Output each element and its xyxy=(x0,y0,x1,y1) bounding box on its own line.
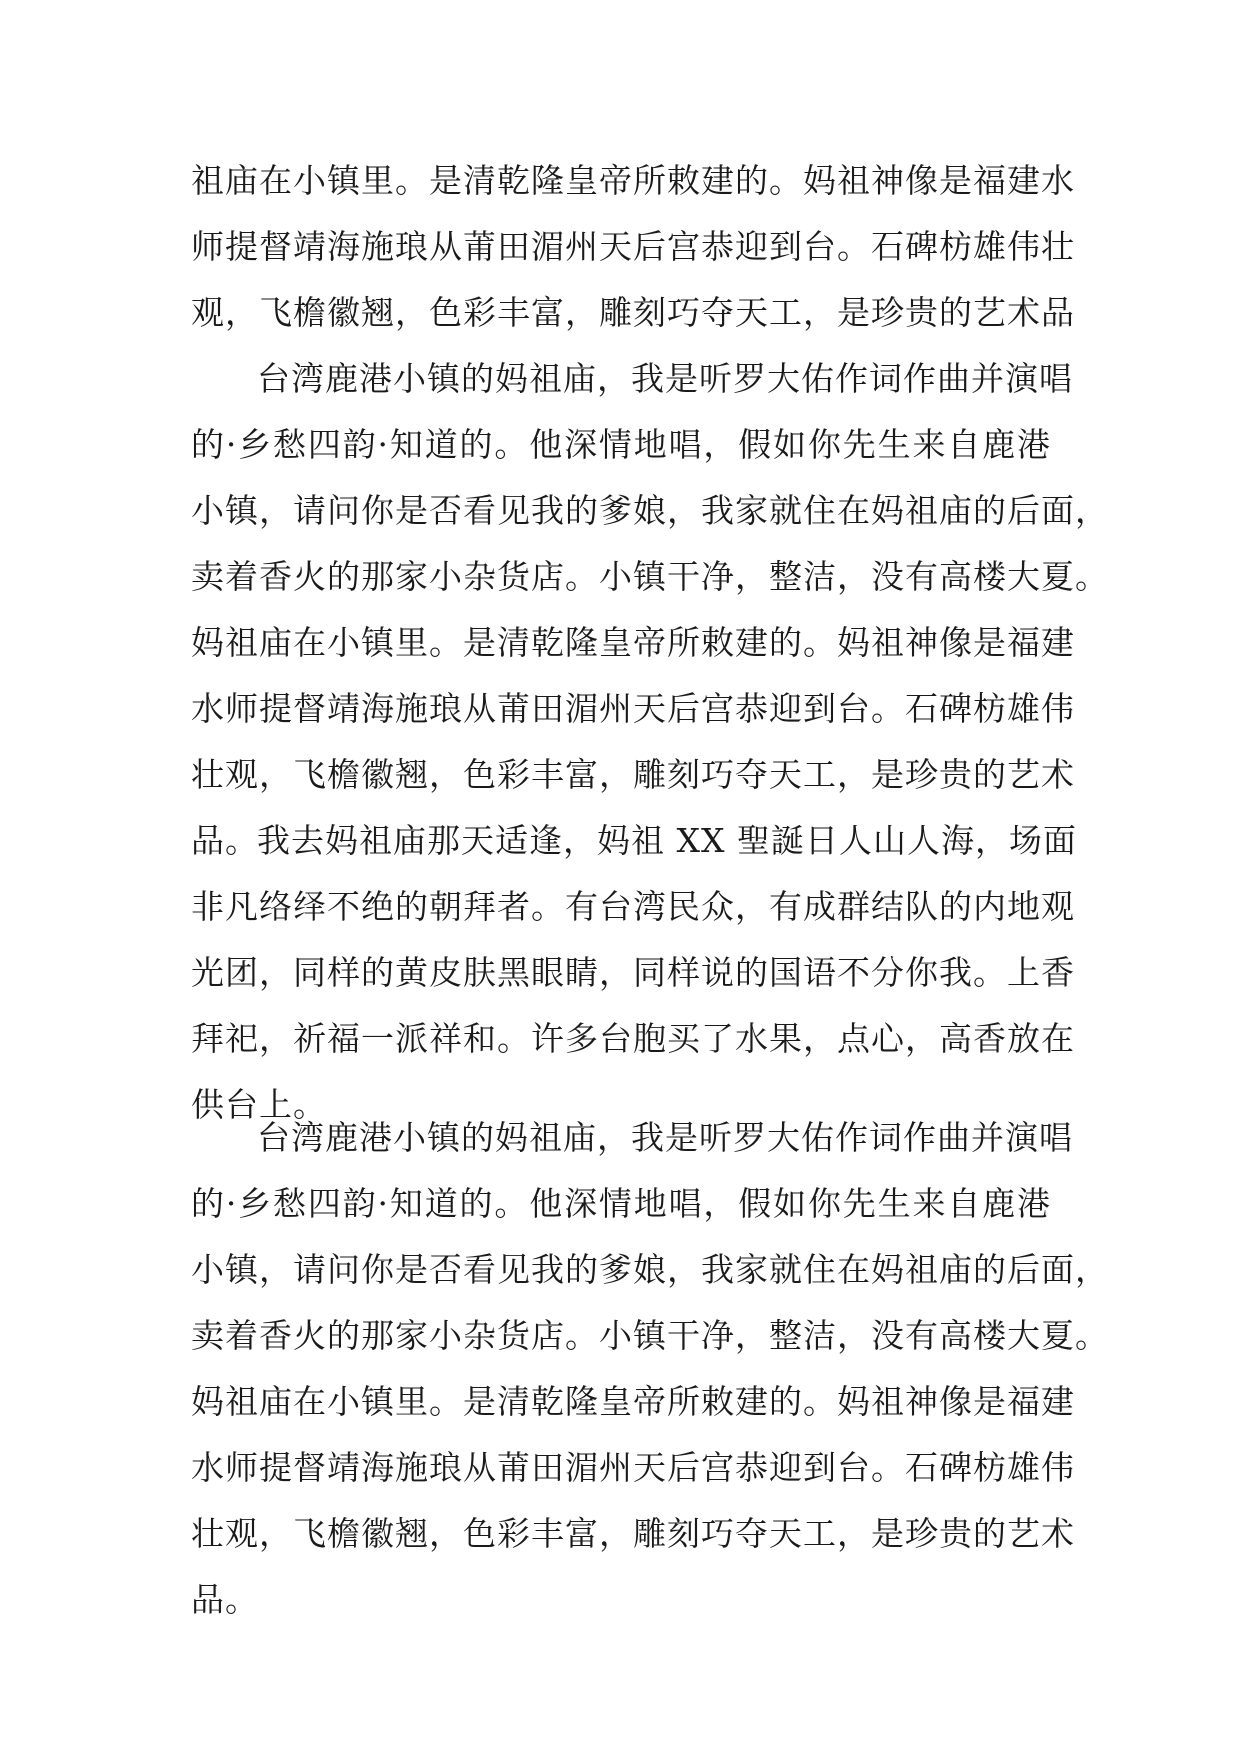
paragraph-2 xyxy=(191,346,1109,874)
paragraph-line: 妈祖庙在小镇里。是清乾隆皇帝所敕建的。妈祖神像是福建 xyxy=(191,623,1075,662)
paragraph-line: 祖庙在小镇里。是清乾隆皇帝所敕建的。妈祖神像是福建水 xyxy=(191,161,1075,200)
paragraph-line: 供台上。 xyxy=(191,1085,327,1124)
paragraph-line: 小镇，请问你是否看见我的爹娘，我家就住在妈祖庙的后面， xyxy=(191,1250,1109,1289)
paragraph-4 xyxy=(191,1105,1109,1633)
paragraph-line: 观，飞檐徽翘，色彩丰富，雕刻巧夺天工，是珍贵的艺术品 xyxy=(191,293,1075,332)
paragraph-line: 妈祖庙在小镇里。是清乾隆皇帝所敕建的。妈祖神像是福建 xyxy=(191,1382,1075,1421)
paragraph-line: 壮观，飞檐徽翘，色彩丰富，雕刻巧夺天工，是珍贵的艺术 xyxy=(191,755,1075,794)
paragraph-line: 水师提督靖海施琅从莆田湄州天后宫恭迎到台。石碑枋雄伟 xyxy=(191,689,1075,728)
paragraph-line: 水师提督靖海施琅从莆田湄州天后宫恭迎到台。石碑枋雄伟 xyxy=(191,1448,1075,1487)
paragraph-line: 卖着香火的那家小杂货店。小镇干净，整洁，没有高楼大夏。 xyxy=(191,1316,1109,1355)
paragraph-line: 的·乡愁四韵·知道的。他深情地唱，假如你先生来自鹿港 xyxy=(191,425,1051,464)
paragraph-line: 的·乡愁四韵·知道的。他深情地唱，假如你先生来自鹿港 xyxy=(191,1184,1051,1223)
paragraph-line: 非凡络绎不绝的朝拜者。有台湾民众，有成群结队的内地观 xyxy=(191,887,1075,926)
paragraph-line: 品。 xyxy=(191,1580,259,1619)
paragraph-line: 台湾鹿港小镇的妈祖庙，我是听罗大佑作词作曲并演唱 xyxy=(257,1118,1073,1157)
paragraph-line: 光团，同样的黄皮肤黑眼睛，同样说的国语不分你我。上香 xyxy=(191,953,1075,992)
paragraph-1 xyxy=(191,148,1075,346)
paragraph-line: 壮观，飞檐徽翘，色彩丰富，雕刻巧夺天工，是珍贵的艺术 xyxy=(191,1514,1075,1553)
paragraph-line: 台湾鹿港小镇的妈祖庙，我是听罗大佑作词作曲并演唱 xyxy=(257,359,1073,398)
paragraph-line: 我去妈祖庙那天适逢，妈祖 XX 聖誕日人山人海，场面 xyxy=(257,821,1077,860)
paragraph-line: 师提督靖海施琅从莆田湄州天后宫恭迎到台。石碑枋雄伟壮 xyxy=(191,227,1075,266)
paragraph-line: 卖着香火的那家小杂货店。小镇干净，整洁，没有高楼大夏。 xyxy=(191,557,1109,596)
paragraph-line: 拜祀，祈福一派祥和。许多台胞买了水果，点心，高香放在 xyxy=(191,1019,1075,1058)
paragraph-line: 品。 xyxy=(191,821,259,860)
paragraph-line: 小镇，请问你是否看见我的爹娘，我家就住在妈祖庙的后面， xyxy=(191,491,1109,530)
